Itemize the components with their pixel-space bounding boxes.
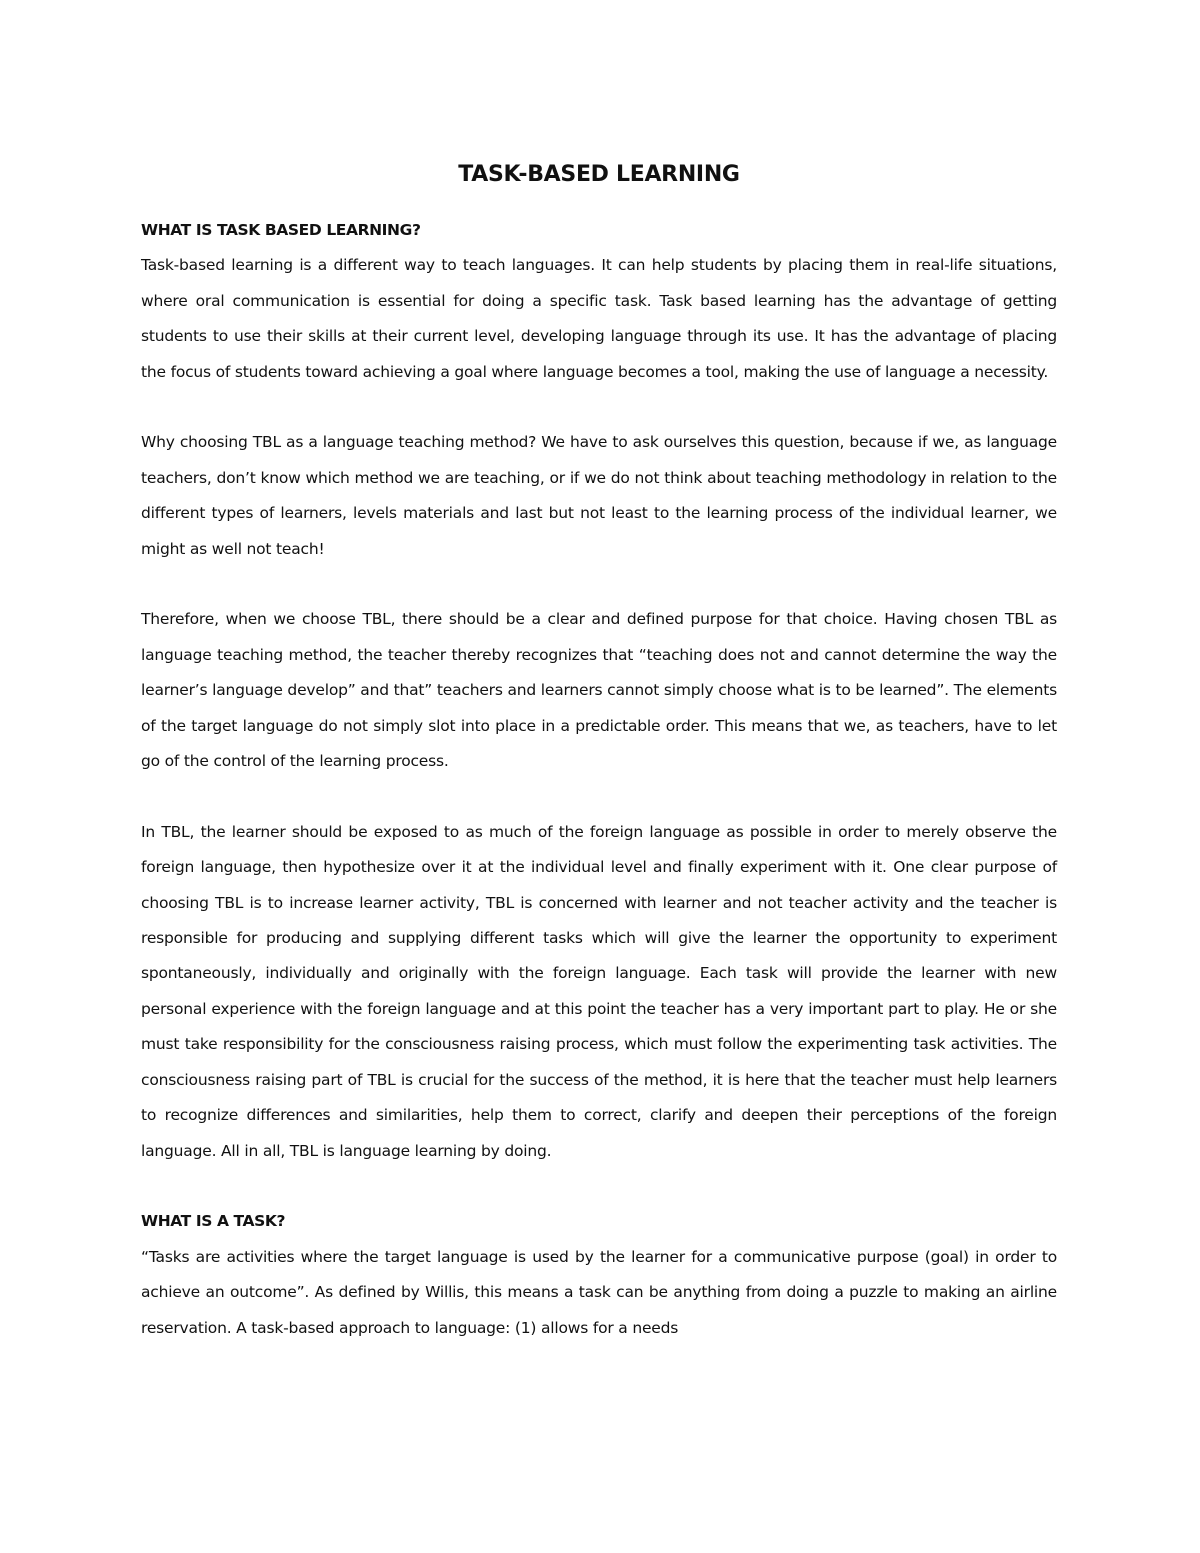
paragraph: “Tasks are activities where the target language is used by the learner for a communicative purpose (goal) in order to achieve an outcome”. As defined by Willis, this means a task can be anything from doing a puzzle to making an airline reservation. A task-based approach to language: (1) allows for a needs — [141, 1247, 1057, 1337]
paragraph: Therefore, when we choose TBL, there should be a clear and defined purpose for that choice. Having chosen TBL as language teaching method, the teacher thereby recognizes that “teaching does not and cannot determine the way the learner’s language develop” and that” teachers and learners cannot simply choose what is to be learned”. The elements of the target language do not simply slot into place in a predictable order. This means that we, as teachers, have to let go of the control of the learning process. — [141, 610, 1057, 771]
paragraph-spacer — [141, 1169, 1057, 1204]
section-heading: WHAT IS A TASK? — [141, 1212, 286, 1231]
section-heading: WHAT IS TASK BASED LEARNING? — [141, 221, 421, 239]
paragraph: Task-based learning is a different way to teach languages. It can help students by placing them in real-life situations, where oral communication is essential for doing a specific task. Task based learning has the advantage of getting students to use their skills at their current level, developing language through its use. It has the advantage of placing the focus of students toward achieving a goal where language becomes a tool, making the use of language a necessity. — [141, 256, 1057, 381]
paragraph-spacer — [141, 779, 1057, 814]
document-title: TASK-BASED LEARNING — [458, 161, 740, 187]
paragraph: In TBL, the learner should be exposed to as much of the foreign language as possible in order to merely observe the foreign language, then hypothesize over it at the individual level and finally experiment with it. One clear purpose of choosing TBL is to increase learner activity, TBL is concerned with learner and not teacher activity and the teacher is responsible for producing and supplying different tasks which will give the learner the opportunity to experiment spontaneously, individually and originally with the foreign language. Each task will provide the learner with new personal experience with the foreign language and at this point the teacher has a very important part to play. He or she must take responsibility for the consciousness raising process, which must follow the experimenting task activities. The consciousness raising part of TBL is crucial for the success of the method, it is here that the teacher must help learners to recognize differences and similarities, help them to correct, clarify and deepen their perceptions of the foreign language. All in all, TBL is language learning by doing. — [141, 822, 1057, 1160]
document-body — [141, 213, 1057, 1346]
section-what-is-tbl — [141, 213, 1057, 1204]
paragraph: Why choosing TBL as a language teaching method? We have to ask ourselves this question, because if we, as language teachers, don’t know which method we are teaching, or if we do not think about teaching methodology in relation to the different types of learners, levels materials and last but not least to the learning process of the individual learner, we might as well not teach! — [141, 433, 1057, 558]
paragraph-spacer — [141, 567, 1057, 602]
section-what-is-task — [141, 1204, 1057, 1346]
paragraph-spacer — [141, 390, 1057, 425]
